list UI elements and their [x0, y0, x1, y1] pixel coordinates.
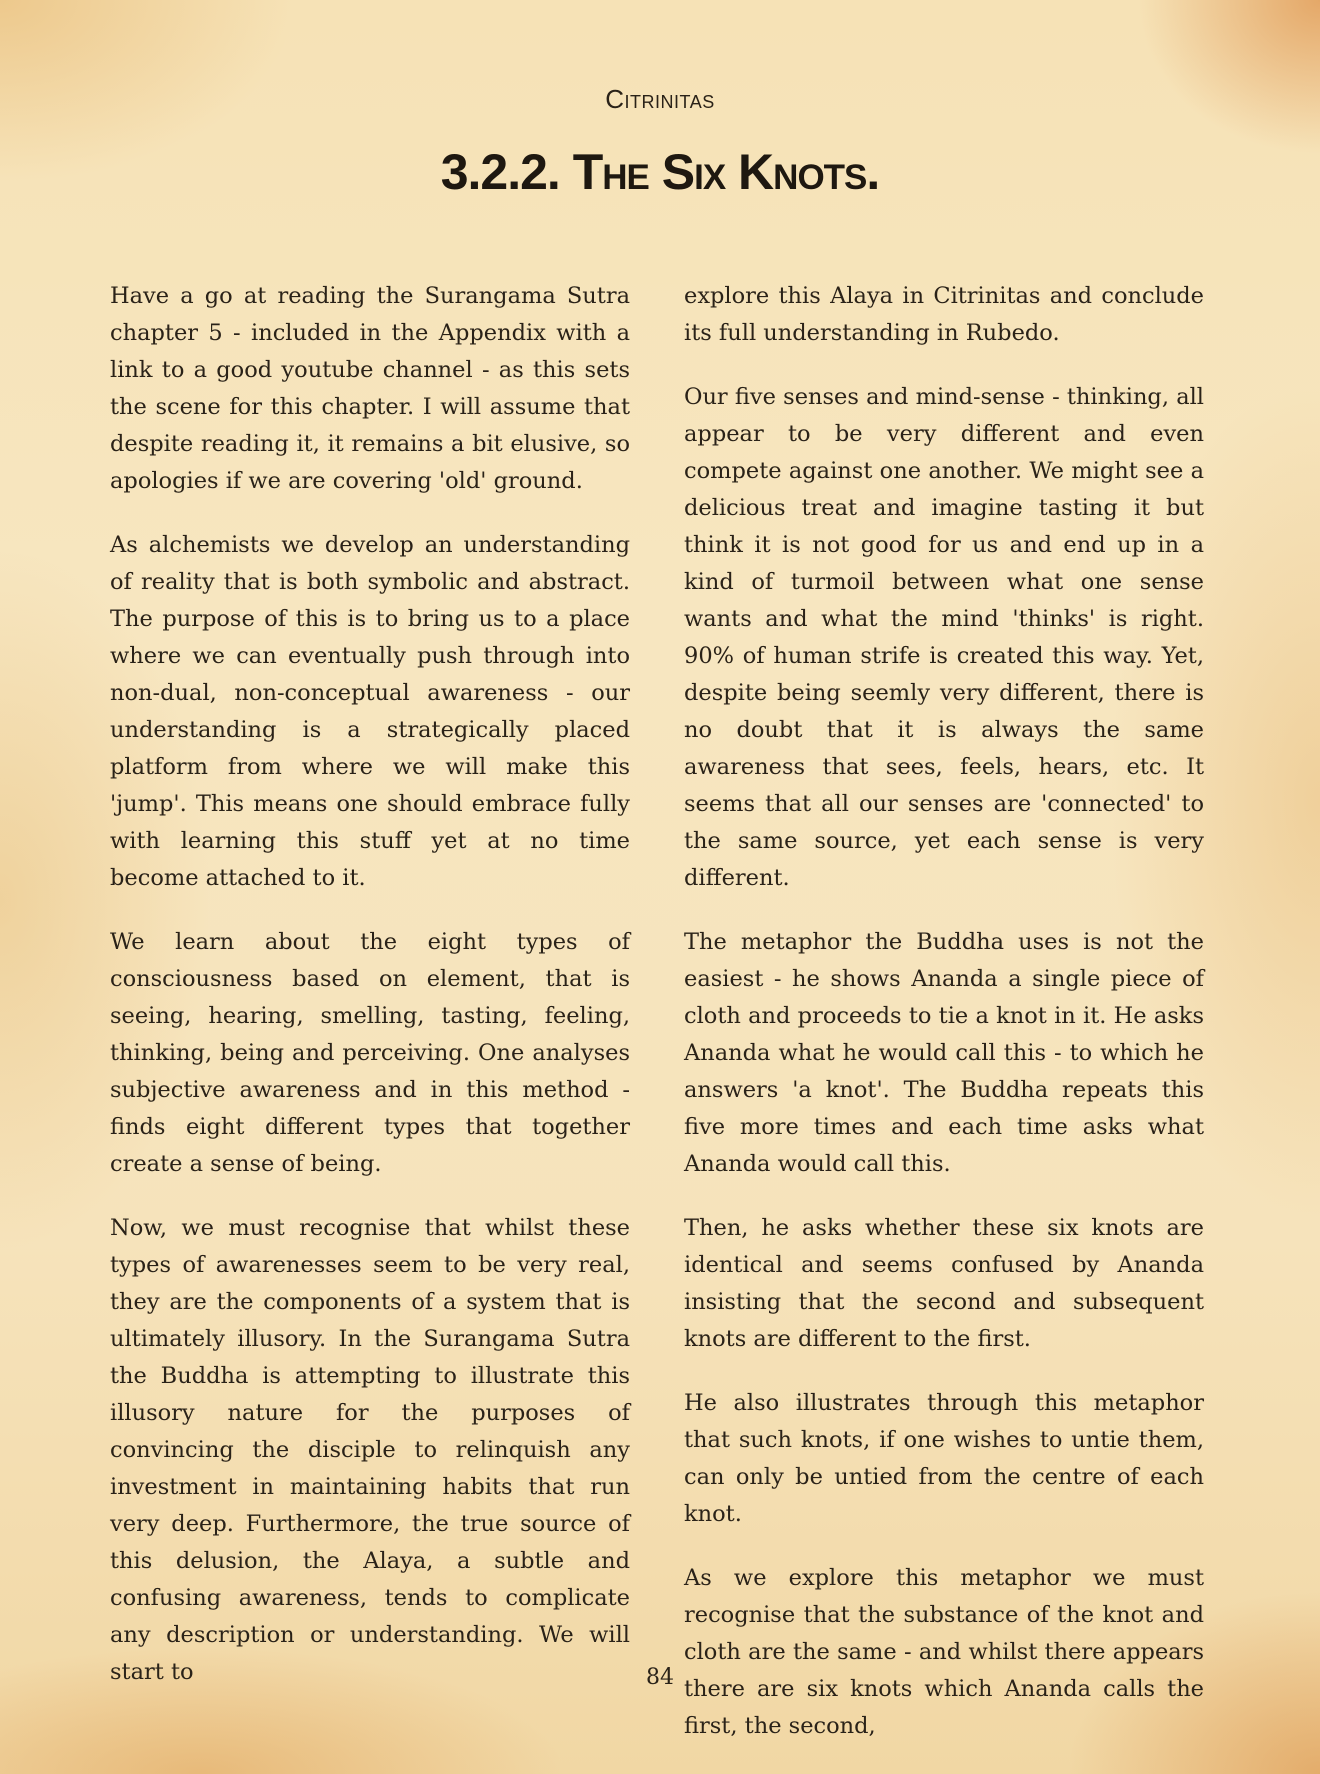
chapter-title: 3.2.2. The Six Knots. — [440, 144, 880, 200]
page-number: 84 — [646, 1665, 674, 1690]
left-column — [110, 278, 630, 1718]
paragraph: explore this Alaya in Citrinitas and conclude its full understanding in Rubedo. — [684, 283, 1204, 346]
paragraph: Our five senses and mind-sense - thinking, all appear to be very different and even compete against one another. We might see a delicious treat and imagine tasting it but think it is not good for us and end up in a kind of turmoil between what one sense wants and what the mind 'thinks' is right. 90% of human strife is created this way. Yet, despite being seemly very different, there is no doubt that it is always the same awareness that sees, feels, hears, etc. It seems that all our senses are 'connected' to the same source, yet each sense is very different. — [684, 384, 1204, 891]
paragraph: Have a go at reading the Surangama Sutra chapter 5 - included in the Appendix with a link to a good youtube channel - as this sets the scene for this chapter. I will assume that despite reading it, it remains a bit elusive, so apologies if we are covering 'old' ground. — [110, 283, 630, 494]
right-column — [684, 278, 1204, 1772]
paragraph: Then, he asks whether these six knots are identical and seems confused by Ananda insisting that the second and subsequent knots are different to the first. — [684, 1215, 1204, 1352]
paragraph: Now, we must recognise that whilst these types of awarenesses seem to be very real, they are the components of a system that is ultimately illusory. In the Surangama Sutra the Buddha is attempting to illustrate this illusory nature for the purposes of convincing the disciple to relinquish any investment in maintaining habits that run very deep. Furthermore, the true source of this delusion, the Alaya, a subtle and confusing awareness, tends to complicate any description or understanding. We will start to — [110, 1215, 630, 1685]
paragraph: We learn about the eight types of consciousness based on element, that is seeing, hearing, smelling, tasting, feeling, thinking, being and perceiving. One analyses subjective awareness and in this method - finds eight different types that together create a sense of being. — [110, 929, 630, 1177]
paragraph: As alchemists we develop an understanding of reality that is both symbolic and abstract. The purpose of this is to bring us to a place where we can eventually push through into non-dual, non-conceptual awareness - our understanding is a strategically placed platform from where we will make this 'jump'. This means one should embrace fully with learning this stuff yet at no time become attached to it. — [110, 532, 630, 891]
paragraph: He also illustrates through this metaphor that such knots, if one wishes to untie them, can only be untied from the centre of each knot. — [684, 1390, 1204, 1527]
paragraph: As we explore this metaphor we must recognise that the substance of the knot and cloth are the same - and whilst there appears there are six knots which Ananda calls the first, the second, — [684, 1565, 1204, 1739]
running-header: Citrinitas — [605, 84, 715, 114]
paragraph: The metaphor the Buddha uses is not the easiest - he shows Ananda a single piece of cloth and proceeds to tie a knot in it. He asks Ananda what he would call this - to which he answers 'a knot'. The Buddha repeats this five more times and each time asks what Ananda would call this. — [684, 929, 1204, 1177]
